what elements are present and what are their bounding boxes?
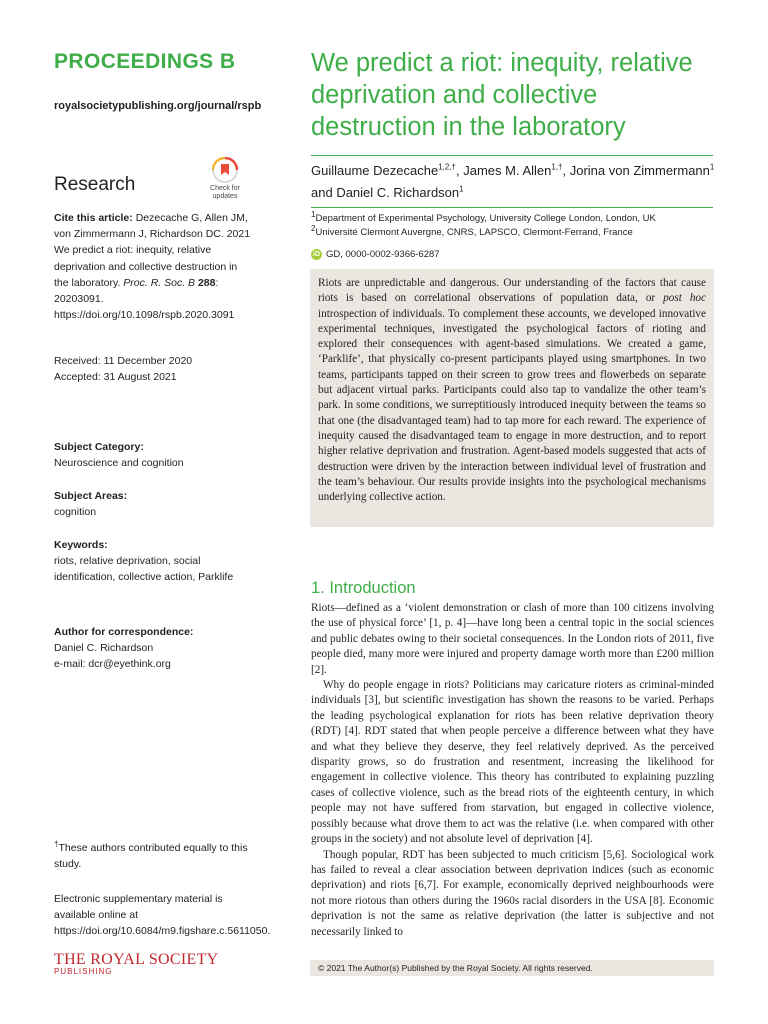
section-label: Research (54, 174, 136, 195)
subject-category (54, 439, 254, 471)
article-title: We predict a riot: inequity, relative deprivation and collective destruction in the laboratory (311, 49, 693, 141)
author-sep: , (562, 163, 570, 178)
keywords-label: Keywords: (54, 539, 108, 551)
affiliations (311, 209, 711, 240)
subject-areas-label: Subject Areas: (54, 490, 128, 502)
author-list (311, 160, 716, 204)
subject-category-value: Neuroscience and cognition (54, 457, 184, 470)
footnote-mark: † (54, 839, 59, 849)
crossmark-badge[interactable] (205, 157, 245, 201)
subject-category-label: Subject Category: (54, 441, 144, 453)
received-date: Received: 11 December 2020 (54, 355, 193, 367)
subject-areas (54, 488, 254, 520)
orcid-link[interactable] (311, 249, 440, 260)
affiliation-item (311, 223, 711, 240)
accepted-date: Accepted: 31 August 2021 (54, 371, 177, 384)
authors-rule (311, 207, 713, 208)
abstract-italic: post hoc (663, 292, 706, 305)
logo-sub-text: PUBLISHING (54, 967, 113, 976)
author-name: Daniel C. Richardson (336, 185, 460, 200)
journal-name: PROCEEDINGS B (54, 50, 236, 73)
crossmark-label-1: Check for (210, 185, 240, 192)
footnote-text: These authors contributed equally to this study. (54, 842, 248, 871)
cite-text: Dezecache G, Allen JM, von Zimmermann J, Richardson DC. 2021 We predict a riot: inequity, relative deprivation and collective destruction in the laboratory. (54, 212, 251, 289)
affiliation-num: 2 (311, 223, 316, 233)
correspondence-name: Daniel C. Richardson (54, 642, 154, 655)
correspondence-email-link[interactable]: e-mail: dcr@eyethink.org (54, 658, 171, 671)
correspondence-label: Author for correspondence: (54, 626, 194, 638)
keywords (54, 537, 254, 586)
author-sep: and (311, 185, 337, 200)
subject-areas-value: cognition (54, 506, 97, 519)
author-sup: 1 (709, 162, 715, 172)
equal-contribution-footnote (54, 840, 254, 872)
affiliation-text: Université Clermont Auvergne, CNRS, LAPSCO, Clermont-Ferrand, France (315, 227, 633, 238)
title-rule (311, 155, 713, 156)
citation-block (54, 210, 254, 323)
correspondence (54, 624, 254, 673)
affiliation-text: Department of Experimental Psychology, University College London, London, UK (315, 213, 656, 224)
orcid-text: GD, 0000-0002-9366-6287 (326, 249, 440, 260)
author-sup: 1,2,† (438, 162, 456, 172)
introduction-body (311, 601, 714, 940)
cite-pages: : 20203091. (54, 276, 219, 306)
copyright-bar: © 2021 The Author(s) Published by the Royal Society. All rights reserved. (310, 960, 714, 976)
section-heading-introduction: 1. Introduction (311, 579, 416, 597)
author-sup: 1,† (551, 162, 563, 172)
esm-note[interactable]: Electronic supplementary material is available online at https://doi.org/10.6084/m9.figshare.c.5611050. (54, 893, 271, 938)
cite-volume: 288 (195, 276, 216, 289)
abstract-part: introspection of individuals. To complement these accounts, we developed innovative experimental techniques, investigated the psychological factors of rioting and explored their consequences with agent-based simulations. We created a game, ‘Parklife’, that physically co-present participants played using smartphones. In two teams, participants tapped on their screen to grow trees and flowerbeds on separate but adjacent virtual parks. Participants could also tap to vandalize the other team’s park. In some conditions, we surreptitiously introduced inequity between the teams so that one (the disadvantaged team) had to tap more for each reward. The experience of inequity caused the disadvantaged team to engage in more destruction, and to report higher relative deprivation and frustration. Agent-based models suggested that acts of destruction were driven by the interaction between individual level of frustration and the team’s behaviour. Our results provide insights into the psychological mechanisms underlying collective action. (318, 307, 706, 504)
journal-url-link[interactable]: royalsocietypublishing.org/journal/rspb (54, 100, 262, 112)
abstract-text (318, 276, 706, 505)
body-paragraph: Though popular, RDT has been subjected to much criticism [5,6]. Sociological work has failed to reveal a clear association between deprivation indices (such as economic deprivation) and riots [6,7]. For example, economically deprived neighbourhoods were not more riotous than others during the 1960s racial disorders in the USA [8]. Economic deprivation is not the same as relative deprivation (the latter is subjective and not necessarily linked to (311, 848, 714, 938)
abstract-box (310, 269, 714, 527)
logo-main-text: THE ROYAL SOCIETY (54, 951, 219, 968)
cite-label: Cite this article: (54, 212, 133, 224)
affiliation-num: 1 (311, 209, 316, 219)
keywords-value: riots, relative deprivation, social identification, collective action, Parklife (54, 555, 234, 584)
dates-block (54, 353, 254, 385)
crossmark-icon (212, 157, 238, 183)
body-paragraph: Why do people engage in riots? Politicians may caricature rioters as criminal-minded individuals [3], but scientific investigation has shown the reasons to be varied. Perhaps the leading psychological explanation for riots has been relative deprivation theory (RDT) [4]. RDT stated that when people perceive a difference between what they have and what they believe they deserve, they feel relatively deprived. As the perceived disparity grows, so do frustration and resentment, increasing the likelihood for engagement in collective violence. This theory has contributed to explaining puzzling cases of collective violence, such as the bread riots of the eighteenth century, in which people may not have suffered from starvation, but engaged in collective violence, possibly because what drove them to act was the relative (i.e. when compared with other groups in the society) and not absolute level of deprivation [4]. (311, 679, 714, 846)
cite-doi-link[interactable]: https://doi.org/10.1098/rspb.2020.3091 (54, 309, 235, 322)
abstract-part: Riots are unpredictable and dangerous. Our understanding of the factors that cause riots is based on correlational observations of population data, or (318, 277, 706, 305)
crossmark-label-2: updates (212, 193, 238, 200)
author-sup: 1 (459, 184, 464, 194)
author-sep: , (455, 163, 464, 178)
royal-society-logo[interactable] (54, 951, 219, 976)
author-name: Jorina von Zimmermann (569, 163, 710, 178)
body-paragraph: Riots—defined as a ‘violent demonstration or clash of more than 100 citizens involving the use of physical force’ [1, p. 4]—have long been a central topic in the social sciences and public debates owing to their societal consequences. In the London riots of 2011, five people died, many more were injured and property damage worth more than £200 million [2]. (311, 602, 714, 676)
cite-journal: Proc. R. Soc. B (123, 276, 196, 289)
author-name: Guillaume Dezecache (311, 163, 439, 178)
author-name: James M. Allen (463, 163, 552, 178)
orcid-icon: iD (313, 251, 320, 258)
affiliation-item (311, 209, 711, 226)
